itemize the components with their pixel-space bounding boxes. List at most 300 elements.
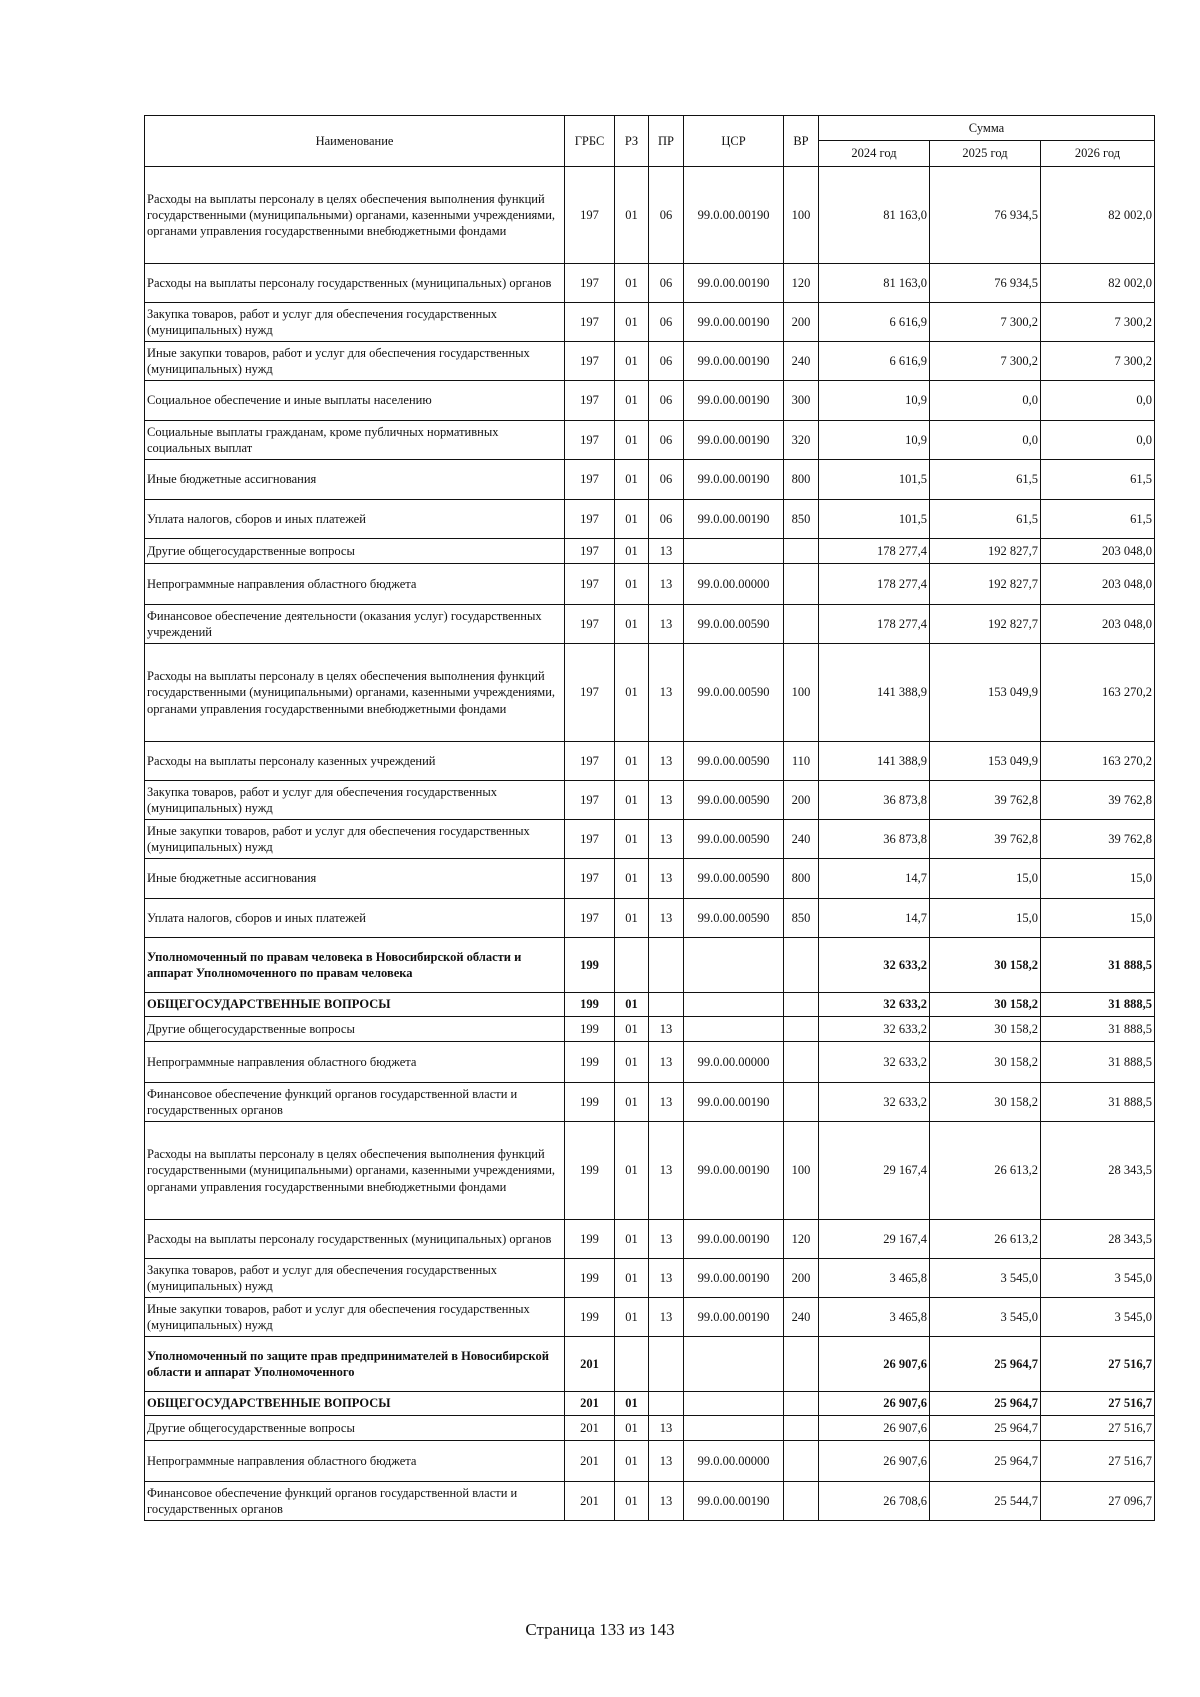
cell-pr: 13 (649, 1220, 684, 1259)
cell-2024: 29 167,4 (819, 1220, 930, 1259)
cell-vr: 200 (784, 1259, 819, 1298)
cell-2024: 6 616,9 (819, 303, 930, 342)
cell-2024: 32 633,2 (819, 993, 930, 1017)
cell-2025: 26 613,2 (930, 1122, 1041, 1220)
cell-vr: 100 (784, 167, 819, 264)
cell-rz: 01 (615, 1416, 649, 1441)
cell-grbs: 197 (565, 381, 615, 421)
cell-rz: 01 (615, 1220, 649, 1259)
cell-2026: 27 516,7 (1041, 1392, 1155, 1416)
cell-csr: 99.0.00.00190 (684, 500, 784, 539)
cell-2026: 61,5 (1041, 500, 1155, 539)
cell-2024: 32 633,2 (819, 1042, 930, 1083)
cell-2026: 203 048,0 (1041, 539, 1155, 564)
cell-rz: 01 (615, 460, 649, 500)
table-row (145, 1259, 1155, 1298)
table-header (145, 116, 1155, 167)
cell-csr (684, 938, 784, 993)
cell-2025: 25 964,7 (930, 1416, 1041, 1441)
cell-2024: 178 277,4 (819, 605, 930, 644)
cell-2024: 10,9 (819, 421, 930, 460)
table-row (145, 1392, 1155, 1416)
cell-name: Расходы на выплаты персоналу государственных (муниципальных) органов (145, 1220, 565, 1259)
cell-csr: 99.0.00.00190 (684, 1122, 784, 1220)
cell-vr (784, 993, 819, 1017)
cell-vr: 100 (784, 1122, 819, 1220)
table-row (145, 1298, 1155, 1337)
cell-csr (684, 1416, 784, 1441)
cell-rz: 01 (615, 820, 649, 859)
cell-grbs: 201 (565, 1337, 615, 1392)
cell-name: Уполномоченный по защите прав предпринимателей в Новосибирской области и аппарат Уполномоченного (145, 1337, 565, 1392)
cell-csr: 99.0.00.00590 (684, 742, 784, 781)
cell-pr: 13 (649, 1416, 684, 1441)
cell-name: Закупка товаров, работ и услуг для обеспечения государственных (муниципальных) нужд (145, 1259, 565, 1298)
cell-2025: 76 934,5 (930, 264, 1041, 303)
table-body (145, 167, 1155, 1521)
cell-csr (684, 539, 784, 564)
table-row (145, 938, 1155, 993)
cell-2026: 3 545,0 (1041, 1259, 1155, 1298)
cell-name: Социальное обеспечение и иные выплаты населению (145, 381, 565, 421)
cell-csr: 99.0.00.00190 (684, 421, 784, 460)
cell-vr: 120 (784, 1220, 819, 1259)
table-row (145, 539, 1155, 564)
cell-vr (784, 1392, 819, 1416)
cell-csr: 99.0.00.00000 (684, 1441, 784, 1482)
cell-vr (784, 1416, 819, 1441)
cell-grbs: 197 (565, 167, 615, 264)
table-row (145, 460, 1155, 500)
cell-grbs: 199 (565, 1042, 615, 1083)
cell-grbs: 199 (565, 1298, 615, 1337)
cell-csr: 99.0.00.00000 (684, 564, 784, 605)
cell-name: Закупка товаров, работ и услуг для обеспечения государственных (муниципальных) нужд (145, 303, 565, 342)
cell-2024: 141 388,9 (819, 742, 930, 781)
cell-2025: 25 964,7 (930, 1337, 1041, 1392)
cell-grbs: 197 (565, 859, 615, 899)
cell-pr: 13 (649, 539, 684, 564)
cell-rz: 01 (615, 1083, 649, 1122)
cell-name: Расходы на выплаты персоналу казенных учреждений (145, 742, 565, 781)
table-row (145, 859, 1155, 899)
cell-name: Расходы на выплаты персоналу в целях обеспечения выполнения функций государственными (муниципальными) органами, казенными учреждениями, органами управления государственными внебюджетными фондами (145, 644, 565, 742)
cell-vr: 800 (784, 859, 819, 899)
cell-2025: 61,5 (930, 500, 1041, 539)
cell-grbs: 197 (565, 564, 615, 605)
cell-pr: 06 (649, 167, 684, 264)
cell-2026: 27 516,7 (1041, 1416, 1155, 1441)
cell-2025: 30 158,2 (930, 1083, 1041, 1122)
cell-2024: 26 907,6 (819, 1392, 930, 1416)
cell-2024: 26 708,6 (819, 1482, 930, 1521)
table-row (145, 1042, 1155, 1083)
cell-2026: 7 300,2 (1041, 303, 1155, 342)
cell-pr: 13 (649, 1482, 684, 1521)
table-row (145, 781, 1155, 820)
cell-csr: 99.0.00.00590 (684, 899, 784, 938)
cell-vr (784, 1337, 819, 1392)
table-row (145, 1220, 1155, 1259)
cell-rz: 01 (615, 1441, 649, 1482)
cell-vr (784, 1083, 819, 1122)
cell-2026: 163 270,2 (1041, 644, 1155, 742)
cell-2026: 3 545,0 (1041, 1298, 1155, 1337)
cell-2026: 27 096,7 (1041, 1482, 1155, 1521)
cell-vr: 320 (784, 421, 819, 460)
table-row (145, 742, 1155, 781)
cell-name: Другие общегосударственные вопросы (145, 1416, 565, 1441)
cell-name: Другие общегосударственные вопросы (145, 1017, 565, 1042)
cell-rz (615, 1337, 649, 1392)
cell-2026: 82 002,0 (1041, 167, 1155, 264)
cell-rz: 01 (615, 1392, 649, 1416)
cell-rz (615, 938, 649, 993)
cell-rz: 01 (615, 564, 649, 605)
cell-pr: 13 (649, 742, 684, 781)
cell-2025: 15,0 (930, 899, 1041, 938)
cell-2024: 32 633,2 (819, 1017, 930, 1042)
cell-csr: 99.0.00.00190 (684, 460, 784, 500)
cell-2024: 101,5 (819, 460, 930, 500)
cell-grbs: 199 (565, 1017, 615, 1042)
cell-2026: 15,0 (1041, 899, 1155, 938)
cell-2024: 26 907,6 (819, 1441, 930, 1482)
cell-rz: 01 (615, 303, 649, 342)
cell-name: Финансовое обеспечение функций органов государственной власти и государственных органов (145, 1482, 565, 1521)
cell-vr: 240 (784, 820, 819, 859)
cell-name: Иные закупки товаров, работ и услуг для обеспечения государственных (муниципальных) нужд (145, 820, 565, 859)
table-row (145, 1122, 1155, 1220)
cell-grbs: 199 (565, 993, 615, 1017)
table-row (145, 500, 1155, 539)
cell-grbs: 197 (565, 742, 615, 781)
cell-pr (649, 1392, 684, 1416)
cell-2026: 31 888,5 (1041, 993, 1155, 1017)
header-sum: Сумма (819, 116, 1155, 141)
cell-vr (784, 938, 819, 993)
cell-2026: 7 300,2 (1041, 342, 1155, 381)
cell-2025: 192 827,7 (930, 605, 1041, 644)
cell-csr: 99.0.00.00190 (684, 167, 784, 264)
cell-2026: 28 343,5 (1041, 1122, 1155, 1220)
cell-csr: 99.0.00.00590 (684, 820, 784, 859)
table-row (145, 820, 1155, 859)
cell-vr: 100 (784, 644, 819, 742)
cell-rz: 01 (615, 500, 649, 539)
cell-2025: 30 158,2 (930, 993, 1041, 1017)
header-vr: ВР (784, 116, 819, 167)
cell-2024: 26 907,6 (819, 1337, 930, 1392)
cell-pr: 13 (649, 564, 684, 605)
cell-2025: 25 964,7 (930, 1441, 1041, 1482)
cell-vr: 800 (784, 460, 819, 500)
cell-pr: 06 (649, 500, 684, 539)
cell-csr: 99.0.00.00190 (684, 264, 784, 303)
cell-vr: 850 (784, 899, 819, 938)
cell-grbs: 199 (565, 1220, 615, 1259)
cell-2025: 0,0 (930, 381, 1041, 421)
cell-grbs: 197 (565, 899, 615, 938)
cell-2024: 32 633,2 (819, 1083, 930, 1122)
cell-name: Непрограммные направления областного бюджета (145, 564, 565, 605)
cell-vr: 300 (784, 381, 819, 421)
cell-grbs: 197 (565, 421, 615, 460)
cell-name: Социальные выплаты гражданам, кроме публичных нормативных социальных выплат (145, 421, 565, 460)
cell-name: ОБЩЕГОСУДАРСТВЕННЫЕ ВОПРОСЫ (145, 1392, 565, 1416)
cell-2024: 26 907,6 (819, 1416, 930, 1441)
cell-vr: 240 (784, 342, 819, 381)
cell-rz: 01 (615, 264, 649, 303)
cell-grbs: 201 (565, 1392, 615, 1416)
table-row (145, 1337, 1155, 1392)
cell-grbs: 197 (565, 605, 615, 644)
table-row (145, 605, 1155, 644)
cell-pr: 13 (649, 820, 684, 859)
cell-pr: 06 (649, 342, 684, 381)
cell-vr: 110 (784, 742, 819, 781)
cell-2025: 153 049,9 (930, 742, 1041, 781)
cell-2024: 14,7 (819, 859, 930, 899)
cell-grbs: 197 (565, 303, 615, 342)
cell-2024: 3 465,8 (819, 1298, 930, 1337)
cell-2026: 82 002,0 (1041, 264, 1155, 303)
cell-2024: 14,7 (819, 899, 930, 938)
cell-csr: 99.0.00.00000 (684, 1042, 784, 1083)
cell-name: Расходы на выплаты персоналу в целях обеспечения выполнения функций государственными (муниципальными) органами, казенными учреждениями, органами управления государственными внебюджетными фондами (145, 167, 565, 264)
cell-pr: 13 (649, 899, 684, 938)
table-row (145, 993, 1155, 1017)
cell-name: Непрограммные направления областного бюджета (145, 1042, 565, 1083)
cell-pr: 13 (649, 859, 684, 899)
cell-2025: 192 827,7 (930, 564, 1041, 605)
cell-2025: 30 158,2 (930, 1017, 1041, 1042)
cell-2024: 101,5 (819, 500, 930, 539)
cell-vr (784, 1482, 819, 1521)
cell-grbs: 197 (565, 644, 615, 742)
cell-2024: 141 388,9 (819, 644, 930, 742)
cell-pr: 13 (649, 1298, 684, 1337)
header-rz: РЗ (615, 116, 649, 167)
table-row (145, 564, 1155, 605)
cell-vr (784, 1441, 819, 1482)
table-row (145, 1017, 1155, 1042)
cell-2024: 6 616,9 (819, 342, 930, 381)
cell-rz: 01 (615, 1042, 649, 1083)
cell-2025: 25 964,7 (930, 1392, 1041, 1416)
table-row (145, 303, 1155, 342)
cell-name: Иные бюджетные ассигнования (145, 460, 565, 500)
cell-csr (684, 1017, 784, 1042)
cell-pr: 13 (649, 1017, 684, 1042)
cell-pr: 06 (649, 460, 684, 500)
cell-csr: 99.0.00.00590 (684, 644, 784, 742)
cell-rz: 01 (615, 1122, 649, 1220)
cell-pr: 13 (649, 1441, 684, 1482)
cell-vr (784, 1042, 819, 1083)
table-row (145, 1482, 1155, 1521)
cell-vr (784, 564, 819, 605)
cell-2024: 81 163,0 (819, 167, 930, 264)
cell-2024: 178 277,4 (819, 564, 930, 605)
cell-pr (649, 938, 684, 993)
cell-name: Расходы на выплаты персоналу государственных (муниципальных) органов (145, 264, 565, 303)
table-row (145, 421, 1155, 460)
table-row (145, 1416, 1155, 1441)
cell-grbs: 197 (565, 342, 615, 381)
header-grbs: ГРБС (565, 116, 615, 167)
page-number: Страница 133 из 143 (525, 1620, 675, 1639)
cell-grbs: 199 (565, 938, 615, 993)
cell-2026: 203 048,0 (1041, 605, 1155, 644)
cell-2024: 81 163,0 (819, 264, 930, 303)
cell-2025: 192 827,7 (930, 539, 1041, 564)
cell-2026: 31 888,5 (1041, 938, 1155, 993)
cell-rz: 01 (615, 1298, 649, 1337)
cell-grbs: 199 (565, 1259, 615, 1298)
cell-vr: 200 (784, 303, 819, 342)
cell-2026: 31 888,5 (1041, 1083, 1155, 1122)
cell-rz: 01 (615, 859, 649, 899)
cell-pr: 06 (649, 303, 684, 342)
cell-2026: 39 762,8 (1041, 781, 1155, 820)
cell-pr: 13 (649, 1083, 684, 1122)
cell-rz: 01 (615, 644, 649, 742)
cell-2026: 27 516,7 (1041, 1337, 1155, 1392)
cell-name: Непрограммные направления областного бюджета (145, 1441, 565, 1482)
cell-name: ОБЩЕГОСУДАРСТВЕННЫЕ ВОПРОСЫ (145, 993, 565, 1017)
table-row (145, 167, 1155, 264)
cell-2025: 30 158,2 (930, 1042, 1041, 1083)
cell-name: Иные бюджетные ассигнования (145, 859, 565, 899)
cell-2025: 3 545,0 (930, 1259, 1041, 1298)
header-name: Наименование (145, 116, 565, 167)
cell-2026: 163 270,2 (1041, 742, 1155, 781)
cell-csr: 99.0.00.00190 (684, 303, 784, 342)
cell-csr: 99.0.00.00190 (684, 342, 784, 381)
cell-grbs: 197 (565, 500, 615, 539)
cell-name: Финансовое обеспечение деятельности (оказания услуг) государственных учреждений (145, 605, 565, 644)
cell-2026: 15,0 (1041, 859, 1155, 899)
table-row (145, 381, 1155, 421)
cell-rz: 01 (615, 1017, 649, 1042)
cell-grbs: 199 (565, 1122, 615, 1220)
cell-2026: 39 762,8 (1041, 820, 1155, 859)
cell-vr (784, 539, 819, 564)
cell-2026: 31 888,5 (1041, 1017, 1155, 1042)
cell-vr: 850 (784, 500, 819, 539)
cell-vr: 200 (784, 781, 819, 820)
cell-rz: 01 (615, 167, 649, 264)
cell-2026: 28 343,5 (1041, 1220, 1155, 1259)
cell-2025: 61,5 (930, 460, 1041, 500)
cell-rz: 01 (615, 342, 649, 381)
cell-name: Уплата налогов, сборов и иных платежей (145, 899, 565, 938)
cell-2025: 153 049,9 (930, 644, 1041, 742)
cell-rz: 01 (615, 993, 649, 1017)
header-pr: ПР (649, 116, 684, 167)
cell-2026: 0,0 (1041, 381, 1155, 421)
cell-pr (649, 1337, 684, 1392)
cell-2025: 0,0 (930, 421, 1041, 460)
cell-2024: 36 873,8 (819, 820, 930, 859)
cell-pr: 13 (649, 605, 684, 644)
cell-2026: 203 048,0 (1041, 564, 1155, 605)
cell-2025: 7 300,2 (930, 342, 1041, 381)
cell-2025: 39 762,8 (930, 820, 1041, 859)
cell-name: Другие общегосударственные вопросы (145, 539, 565, 564)
cell-2026: 27 516,7 (1041, 1441, 1155, 1482)
cell-csr: 99.0.00.00190 (684, 1259, 784, 1298)
cell-name: Уполномоченный по правам человека в Новосибирской области и аппарат Уполномоченного по правам человека (145, 938, 565, 993)
cell-grbs: 201 (565, 1441, 615, 1482)
cell-grbs: 197 (565, 264, 615, 303)
cell-pr: 13 (649, 644, 684, 742)
cell-2024: 3 465,8 (819, 1259, 930, 1298)
cell-name: Уплата налогов, сборов и иных платежей (145, 500, 565, 539)
cell-pr: 06 (649, 381, 684, 421)
cell-2026: 61,5 (1041, 460, 1155, 500)
cell-csr: 99.0.00.00190 (684, 1083, 784, 1122)
cell-pr: 06 (649, 264, 684, 303)
cell-2025: 26 613,2 (930, 1220, 1041, 1259)
cell-rz: 01 (615, 1482, 649, 1521)
budget-table (144, 115, 1155, 1521)
cell-2024: 29 167,4 (819, 1122, 930, 1220)
header-2025: 2025 год (930, 141, 1041, 167)
cell-rz: 01 (615, 421, 649, 460)
cell-2024: 36 873,8 (819, 781, 930, 820)
cell-rz: 01 (615, 539, 649, 564)
cell-rz: 01 (615, 742, 649, 781)
cell-csr: 99.0.00.00590 (684, 859, 784, 899)
cell-grbs: 199 (565, 1083, 615, 1122)
cell-2024: 10,9 (819, 381, 930, 421)
cell-rz: 01 (615, 899, 649, 938)
cell-name: Иные закупки товаров, работ и услуг для обеспечения государственных (муниципальных) нужд (145, 342, 565, 381)
cell-2024: 178 277,4 (819, 539, 930, 564)
cell-pr: 06 (649, 421, 684, 460)
cell-2025: 76 934,5 (930, 167, 1041, 264)
cell-csr: 99.0.00.00190 (684, 1482, 784, 1521)
cell-grbs: 201 (565, 1416, 615, 1441)
cell-name: Финансовое обеспечение функций органов государственной власти и государственных органов (145, 1083, 565, 1122)
cell-name: Расходы на выплаты персоналу в целях обеспечения выполнения функций государственными (муниципальными) органами, казенными учреждениями, органами управления государственными внебюджетными фондами (145, 1122, 565, 1220)
cell-rz: 01 (615, 605, 649, 644)
cell-csr (684, 1337, 784, 1392)
cell-pr: 13 (649, 1042, 684, 1083)
table-row (145, 1441, 1155, 1482)
cell-grbs: 197 (565, 539, 615, 564)
table-row (145, 899, 1155, 938)
table-row (145, 1083, 1155, 1122)
table-row (145, 342, 1155, 381)
cell-2025: 15,0 (930, 859, 1041, 899)
cell-pr: 13 (649, 1122, 684, 1220)
cell-2025: 3 545,0 (930, 1298, 1041, 1337)
cell-2025: 25 544,7 (930, 1482, 1041, 1521)
cell-pr: 13 (649, 781, 684, 820)
cell-csr: 99.0.00.00590 (684, 605, 784, 644)
cell-2025: 39 762,8 (930, 781, 1041, 820)
cell-vr (784, 605, 819, 644)
table-row (145, 644, 1155, 742)
cell-2025: 7 300,2 (930, 303, 1041, 342)
cell-2026: 0,0 (1041, 421, 1155, 460)
cell-csr: 99.0.00.00190 (684, 381, 784, 421)
cell-name: Закупка товаров, работ и услуг для обеспечения государственных (муниципальных) нужд (145, 781, 565, 820)
cell-pr (649, 993, 684, 1017)
